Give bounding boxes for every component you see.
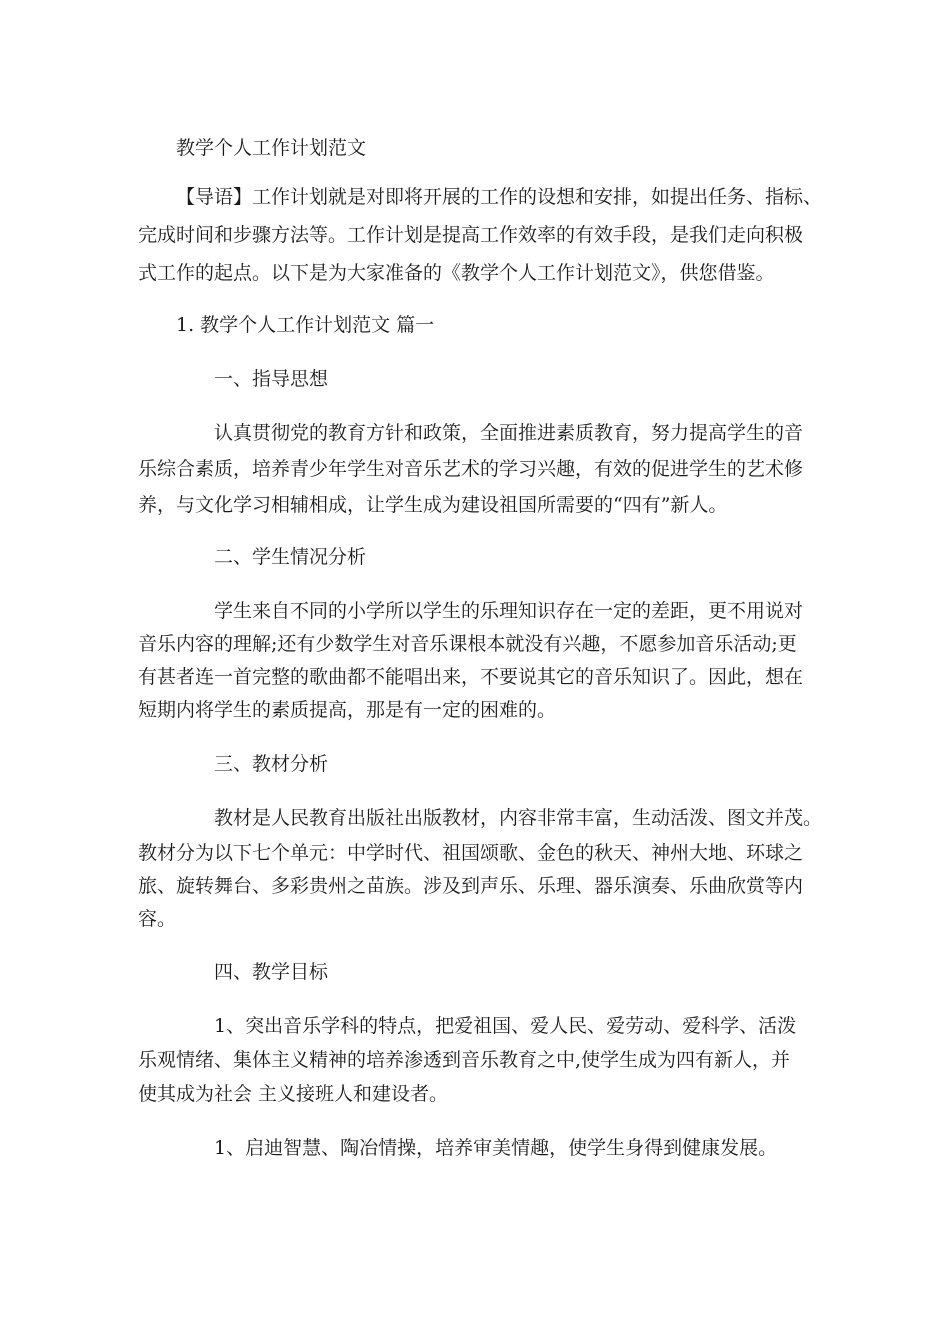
paragraph-5-line-1: 1、启迪智慧、陶冶情操，培养审美情趣，使学生身得到健康发展。	[214, 1137, 778, 1159]
paragraph-4-line-3: 使其成为社会 主义接班人和建设者。	[138, 1083, 449, 1105]
paragraph-3-line-3: 旅、旋转舞台、多彩贵州之苗族。涉及到声乐、乐理、器乐演奏、乐曲欣赏等内	[138, 875, 804, 897]
intro-line-1: 【导语】工作计划就是对即将开展的工作的设想和安排，如提出任务、指标、	[176, 186, 823, 208]
paragraph-2-line-1: 学生来自不同的小学所以学生的乐理知识存在一定的差距，更不用说对	[214, 600, 804, 622]
intro-line-3: 式工作的起点。以下是为大家准备的《教学个人工作计划范文》，供您借鉴。	[138, 262, 775, 284]
paragraph-1-line-1: 认真贯彻党的教育方针和政策，全面推进素质教育，努力提高学生的音	[214, 422, 804, 444]
section-title: 1. 教学个人工作计划范文 篇一	[176, 314, 435, 336]
intro-line-2: 完成时间和步骤方法等。工作计划是提高工作效率的有效手段，是我们走向积极	[138, 224, 804, 246]
paragraph-1-line-2: 乐综合素质，培养青少年学生对音乐艺术的学习兴趣，有效的促进学生的艺术修	[138, 458, 804, 480]
paragraph-1-line-3: 养，与文化学习相辅相成，让学生成为建设祖国所需要的“四有”新人。	[138, 494, 728, 516]
paragraph-4-line-1: 1、突出音乐学科的特点，把爱祖国、爱人民、爱劳动、爱科学、活泼	[214, 1015, 797, 1037]
paragraph-3-line-4: 容。	[138, 908, 177, 930]
heading-student-analysis: 二、学生情况分析	[214, 546, 367, 568]
paragraph-2-line-4: 短期内将学生的素质提高，那是有一定的困难的。	[138, 699, 557, 721]
paragraph-3-line-2: 教材分为以下七个单元：中学时代、祖国颂歌、金色的秋天、神州大地、环球之	[138, 842, 804, 864]
paragraph-3-line-1: 教材是人民教育出版社出版教材，内容非常丰富，生动活泼、图文并茂。	[214, 807, 823, 829]
heading-teaching-goals: 四、教学目标	[214, 961, 329, 983]
paragraph-4-line-2: 乐观情绪、集体主义精神的培养渗透到音乐教育之中,使学生成为四有新人，并	[138, 1049, 791, 1071]
paragraph-2-line-2: 音乐内容的理解;还有少数学生对音乐课根本就没有兴趣，不愿参加音乐活动;更	[138, 633, 797, 655]
heading-textbook-analysis: 三、教材分析	[214, 753, 329, 775]
paragraph-2-line-3: 有甚者连一首完整的歌曲都不能唱出来，不要说其它的音乐知识了。因此，想在	[138, 666, 804, 688]
heading-guiding-ideology: 一、指导思想	[214, 368, 329, 390]
document-title: 教学个人工作计划范文	[176, 137, 367, 159]
